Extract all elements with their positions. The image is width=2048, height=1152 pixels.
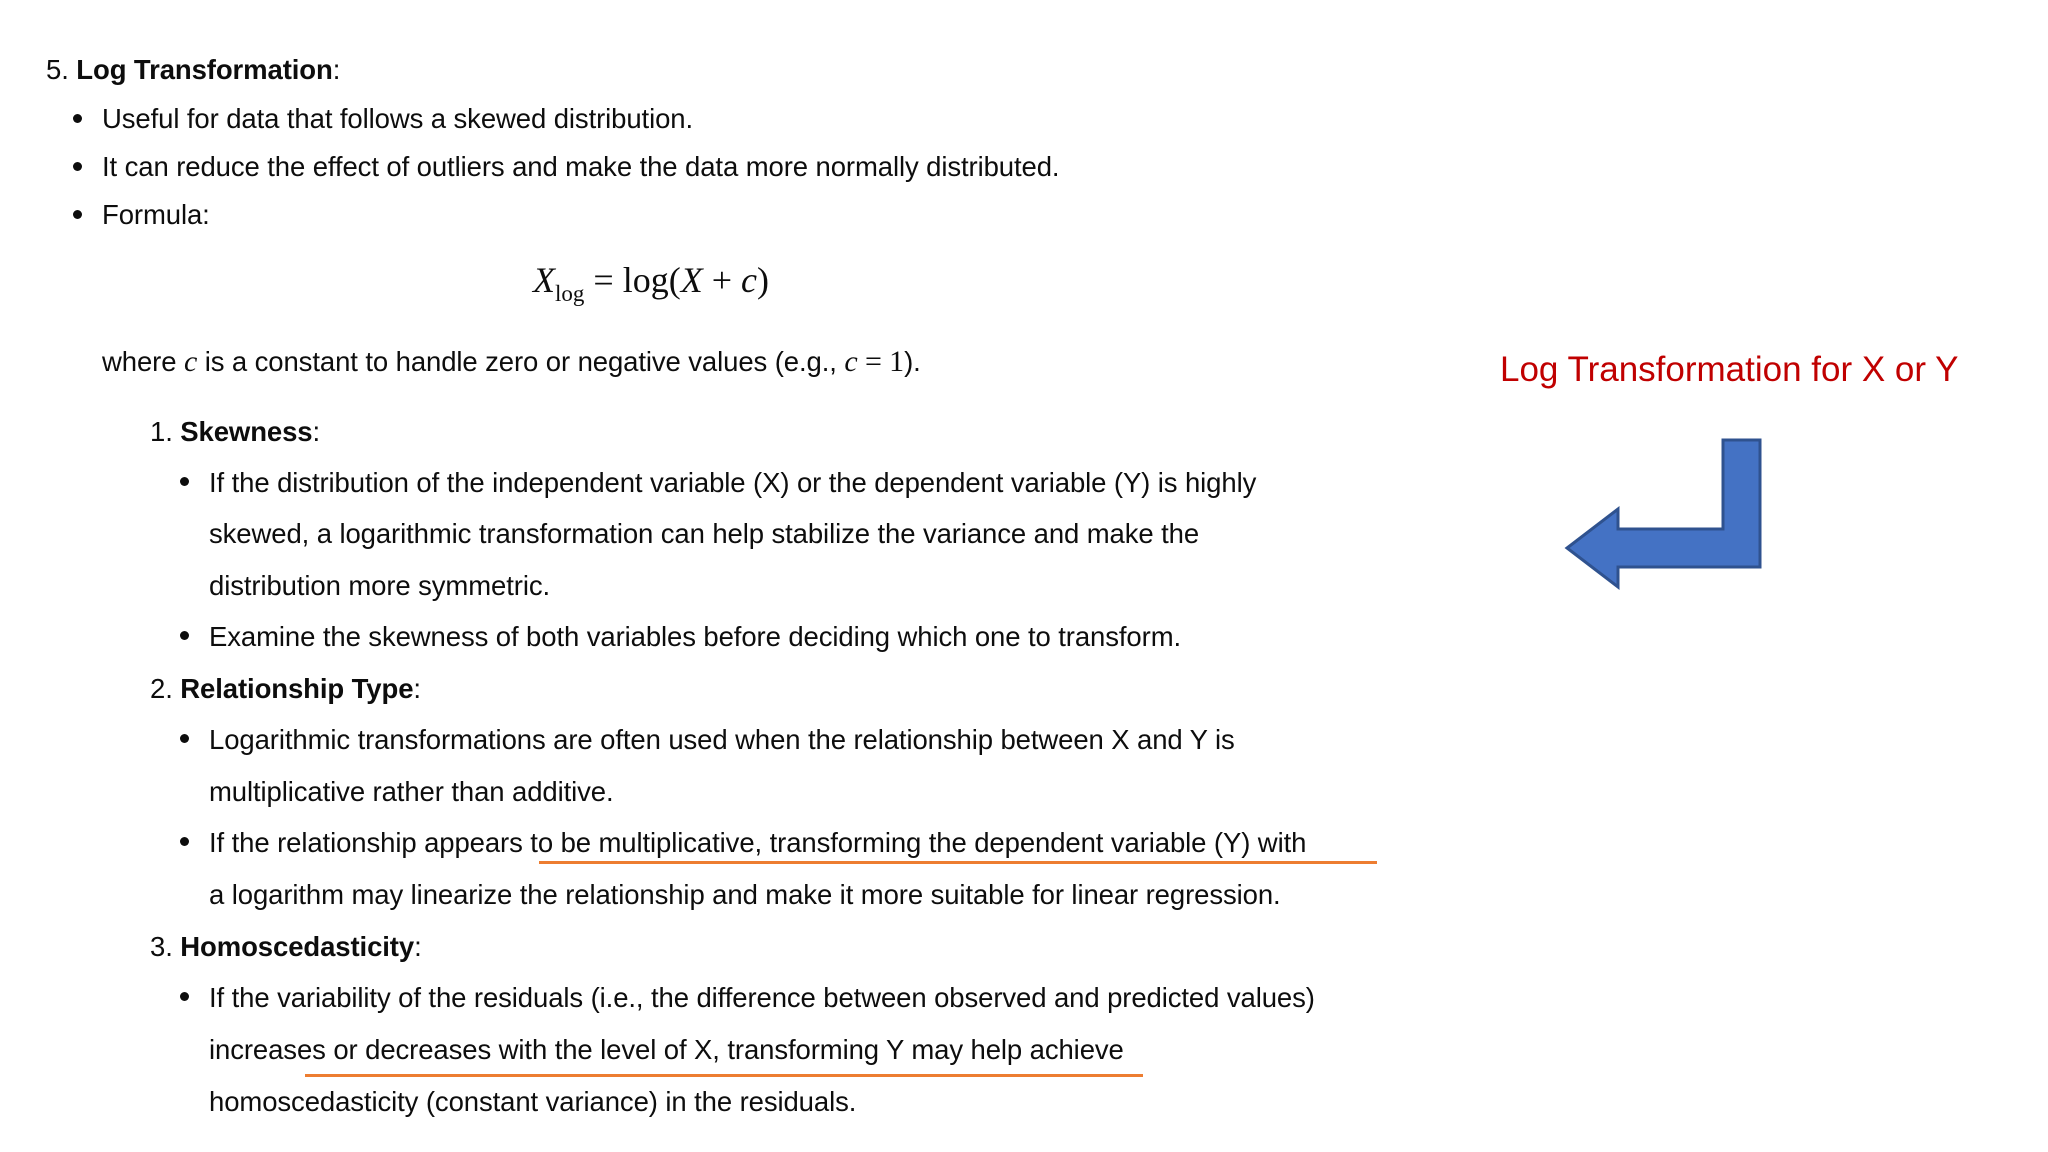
- relationship-line-2: multiplicative rather than additive.: [209, 776, 614, 807]
- bullet-dot: [73, 114, 82, 123]
- homoscedasticity-line-3: homoscedasticity (constant variance) in the residuals.: [209, 1086, 857, 1117]
- subsection-colon: :: [414, 931, 422, 962]
- bullet-dot: [180, 837, 189, 846]
- section-heading: [46, 56, 340, 84]
- subsection-heading-homoscedasticity: [150, 933, 422, 961]
- subsection-heading-skewness: [150, 418, 320, 446]
- where-suffix: ).: [904, 346, 921, 377]
- section-title: Log Transformation: [76, 54, 333, 85]
- arrow-shape: [1567, 440, 1760, 587]
- subsection-title: Relationship Type: [180, 673, 414, 704]
- subsection-heading-relationship: [150, 675, 421, 703]
- subsection-number: 1.: [150, 416, 173, 447]
- bent-arrow-left-icon: [1555, 435, 1765, 595]
- bullet-dot: [180, 477, 189, 486]
- homoscedasticity-line-2: increases or decreases with the level of X, transforming Y may help achieve: [209, 1034, 1124, 1065]
- formula-plus: +: [702, 260, 741, 300]
- subsection-title: Homoscedasticity: [180, 931, 415, 962]
- bullet-dot: [180, 992, 189, 1001]
- homoscedasticity-line-1: If the variability of the residuals (i.e., the difference between observed and predicted values): [209, 982, 1315, 1013]
- formula-lhs-sub: log: [555, 281, 585, 306]
- bullet-dot: [73, 210, 82, 219]
- where-var: c: [183, 345, 198, 378]
- subsection-colon: :: [413, 673, 421, 704]
- where-line: [102, 347, 921, 377]
- formula-var-x: X: [680, 260, 703, 300]
- bullet-text-formula: Formula:: [102, 199, 210, 230]
- section-number: 5.: [46, 54, 69, 85]
- relationship-line-1: Logarithmic transformations are often used when the relationship between X and Y is: [209, 724, 1235, 755]
- highlight-underline-multiplicative: [539, 861, 1377, 864]
- where-prefix: where: [102, 346, 184, 377]
- subsection-number: 3.: [150, 931, 173, 962]
- bullet-text-skewed: Useful for data that follows a skewed distribution.: [102, 103, 694, 134]
- subsection-colon: :: [312, 416, 321, 447]
- subsection-title: Skewness: [180, 416, 313, 447]
- subsection-number: 2.: [150, 673, 173, 704]
- skewness-line-3: distribution more symmetric.: [209, 570, 551, 601]
- where-example-eq: = 1: [857, 345, 905, 378]
- log-formula: [533, 260, 769, 306]
- skewness-line-4: Examine the skewness of both variables before deciding which one to transform.: [209, 621, 1182, 652]
- bullet-dot: [73, 162, 82, 171]
- formula-rhs: = log(: [593, 260, 681, 300]
- formula-lhs-var: X: [533, 260, 555, 300]
- relationship-line-4: a logarithm may linearize the relationship and make it more suitable for linear regression.: [209, 879, 1281, 910]
- bullet-text-outliers: It can reduce the effect of outliers and make the data more normally distributed.: [102, 151, 1060, 182]
- skewness-line-2: skewed, a logarithmic transformation can help stabilize the variance and make the: [209, 518, 1200, 549]
- highlight-underline-level-of-x: [305, 1074, 1143, 1077]
- bullet-dot: [180, 631, 189, 640]
- where-example-var: c: [844, 345, 858, 378]
- relationship-line-3: If the relationship appears to be multiplicative, transforming the dependent variable (Y) with: [209, 827, 1307, 858]
- annotation-label: Log Transformation for X or Y: [1500, 350, 1959, 389]
- section-colon: :: [332, 54, 341, 85]
- formula-close: ): [756, 260, 769, 300]
- bullet-dot: [180, 734, 189, 743]
- formula-var-c: c: [741, 260, 757, 300]
- where-middle: is a constant to handle zero or negative values (e.g.,: [197, 346, 845, 377]
- skewness-line-1: If the distribution of the independent variable (X) or the dependent variable (Y) is highly: [209, 467, 1257, 498]
